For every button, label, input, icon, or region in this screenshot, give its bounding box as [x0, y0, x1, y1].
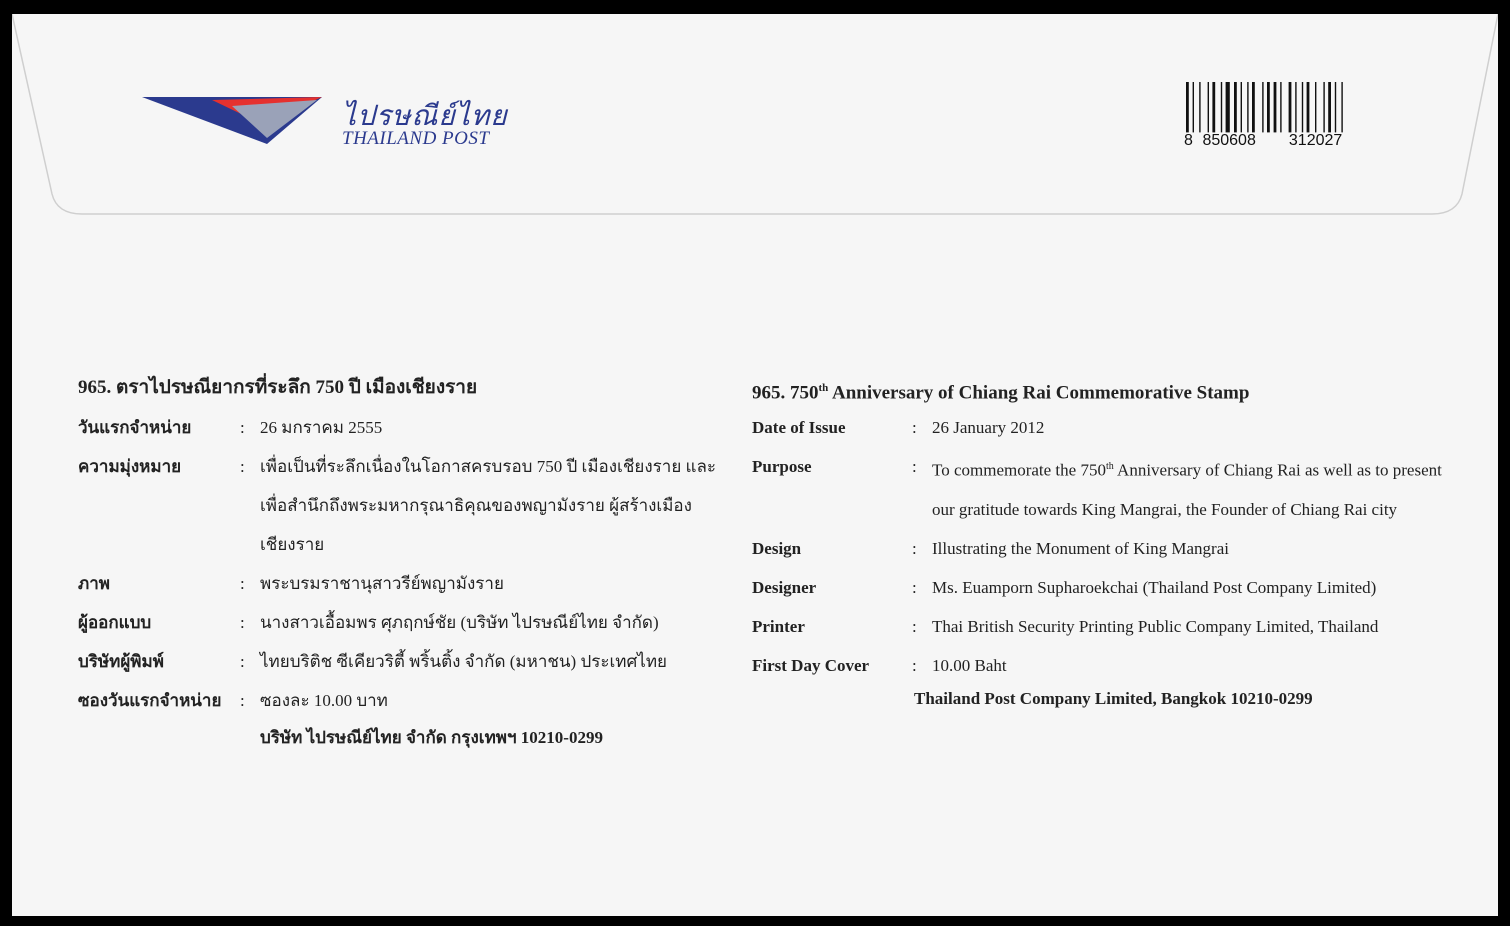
- thai-value: เพื่อเป็นที่ระลึกเนื่องในโอกาสครบรอบ 750 ปี เมืองเชียงราย และเพื่อสำนึกถึงพระมหากรุณาธิคุณของพญามังราย ผู้สร้างเมืองเชียงราย: [260, 457, 717, 554]
- english-publisher-footer: Thailand Post Company Limited, Bangkok 10210-0299: [914, 688, 1313, 708]
- barcode-digit-group: 312027: [1288, 132, 1343, 149]
- barcode-digits: [1184, 132, 1364, 150]
- separator: :: [912, 538, 917, 558]
- logo-english-text: THAILAND POST: [342, 128, 490, 149]
- english-title-prefix: 965. 750: [752, 382, 819, 404]
- purpose-prefix: To commemorate the 750: [932, 460, 1106, 480]
- separator: :: [240, 652, 245, 671]
- thai-label: วันแรกจำหน่าย: [78, 418, 192, 437]
- english-value: 10.00 Baht: [932, 655, 1007, 675]
- separator: :: [240, 457, 245, 476]
- separator: :: [240, 613, 245, 632]
- thai-publisher-footer: บริษัท ไปรษณีย์ไทย จำกัด กรุงเทพฯ 10210-0299: [260, 728, 603, 747]
- english-label: Purpose: [752, 457, 812, 476]
- english-label: First Day Cover: [752, 655, 870, 675]
- english-value: Ms. Euamporn Supharoekchai (Thailand Post Company Limited): [932, 577, 1377, 597]
- english-label: Designer: [752, 577, 817, 597]
- thai-row: [78, 642, 738, 681]
- english-row: [752, 607, 1492, 646]
- thai-row: [78, 408, 738, 447]
- barcode-digit-group: 850608: [1202, 132, 1256, 149]
- thailand-post-wing-icon: [142, 94, 342, 154]
- english-label: Design: [752, 538, 802, 558]
- thai-title: 965. ตราไปรษณียากรที่ระลึก 750 ปี เมืองเชียงราย: [78, 377, 478, 398]
- english-value: Thai British Security Printing Public Company Limited, Thailand: [932, 616, 1379, 636]
- english-label: Printer: [752, 616, 805, 636]
- thai-row: [78, 564, 738, 603]
- thai-label: ความมุ่งหมาย: [78, 457, 182, 476]
- english-row: [752, 646, 1492, 685]
- english-value: 26 January 2012: [932, 418, 1045, 437]
- purpose-suffix: Anniversary of Chiang Rai as well as to present our gratitude towards King Mangrai, the Founder of Chiang Rai city: [932, 460, 1442, 519]
- english-row: [752, 529, 1492, 568]
- purpose-sup: th: [1105, 461, 1114, 472]
- thai-row: [78, 603, 738, 642]
- thai-row: [78, 447, 738, 564]
- thai-label: ผู้ออกแบบ: [78, 613, 152, 632]
- thai-label: ภาพ: [78, 574, 110, 593]
- separator: :: [912, 616, 917, 636]
- thai-label: บริษัทผู้พิมพ์: [78, 652, 164, 671]
- thai-row: [78, 681, 738, 720]
- thai-value: พระบรมราชานุสาวรีย์พญามังราย: [260, 574, 504, 593]
- english-label: Date of Issue: [752, 418, 846, 437]
- english-details: [752, 374, 1492, 709]
- envelope-back: [12, 14, 1498, 916]
- separator: :: [912, 418, 917, 437]
- thai-value: ซองละ 10.00 บาท: [260, 691, 388, 710]
- separator: :: [912, 655, 917, 675]
- thai-label: ซองวันแรกจำหน่าย: [78, 691, 222, 710]
- logo-thai-text: ไปรษณีย์ไทย: [342, 99, 508, 132]
- english-value: Illustrating the Monument of King Mangrai: [932, 538, 1229, 558]
- english-row: [752, 447, 1492, 529]
- english-title-sup: th: [818, 382, 829, 394]
- separator: :: [240, 418, 245, 437]
- thai-value: 26 มกราคม 2555: [260, 418, 383, 437]
- english-row: [752, 568, 1492, 607]
- thai-details: [78, 374, 738, 751]
- english-value: [932, 447, 1442, 529]
- separator: :: [912, 457, 917, 476]
- separator: :: [912, 577, 917, 597]
- barcode-digit-group: 8: [1184, 132, 1193, 149]
- english-title-suffix: Anniversary of Chiang Rai Commemorative Stamp: [828, 382, 1250, 404]
- thailand-post-logo: [142, 94, 522, 164]
- separator: :: [240, 574, 245, 593]
- english-title: [752, 374, 1492, 408]
- thai-value: ไทยบริติช ซีเคียวริตี้ พริ้นติ้ง จำกัด (มหาชน) ประเทศไทย: [260, 652, 668, 671]
- separator: :: [240, 691, 245, 710]
- thai-value: นางสาวเอื้อมพร ศุภฤกษ์ชัย (บริษัท ไปรษณีย์ไทย จำกัด): [260, 613, 659, 632]
- english-row: [752, 408, 1492, 447]
